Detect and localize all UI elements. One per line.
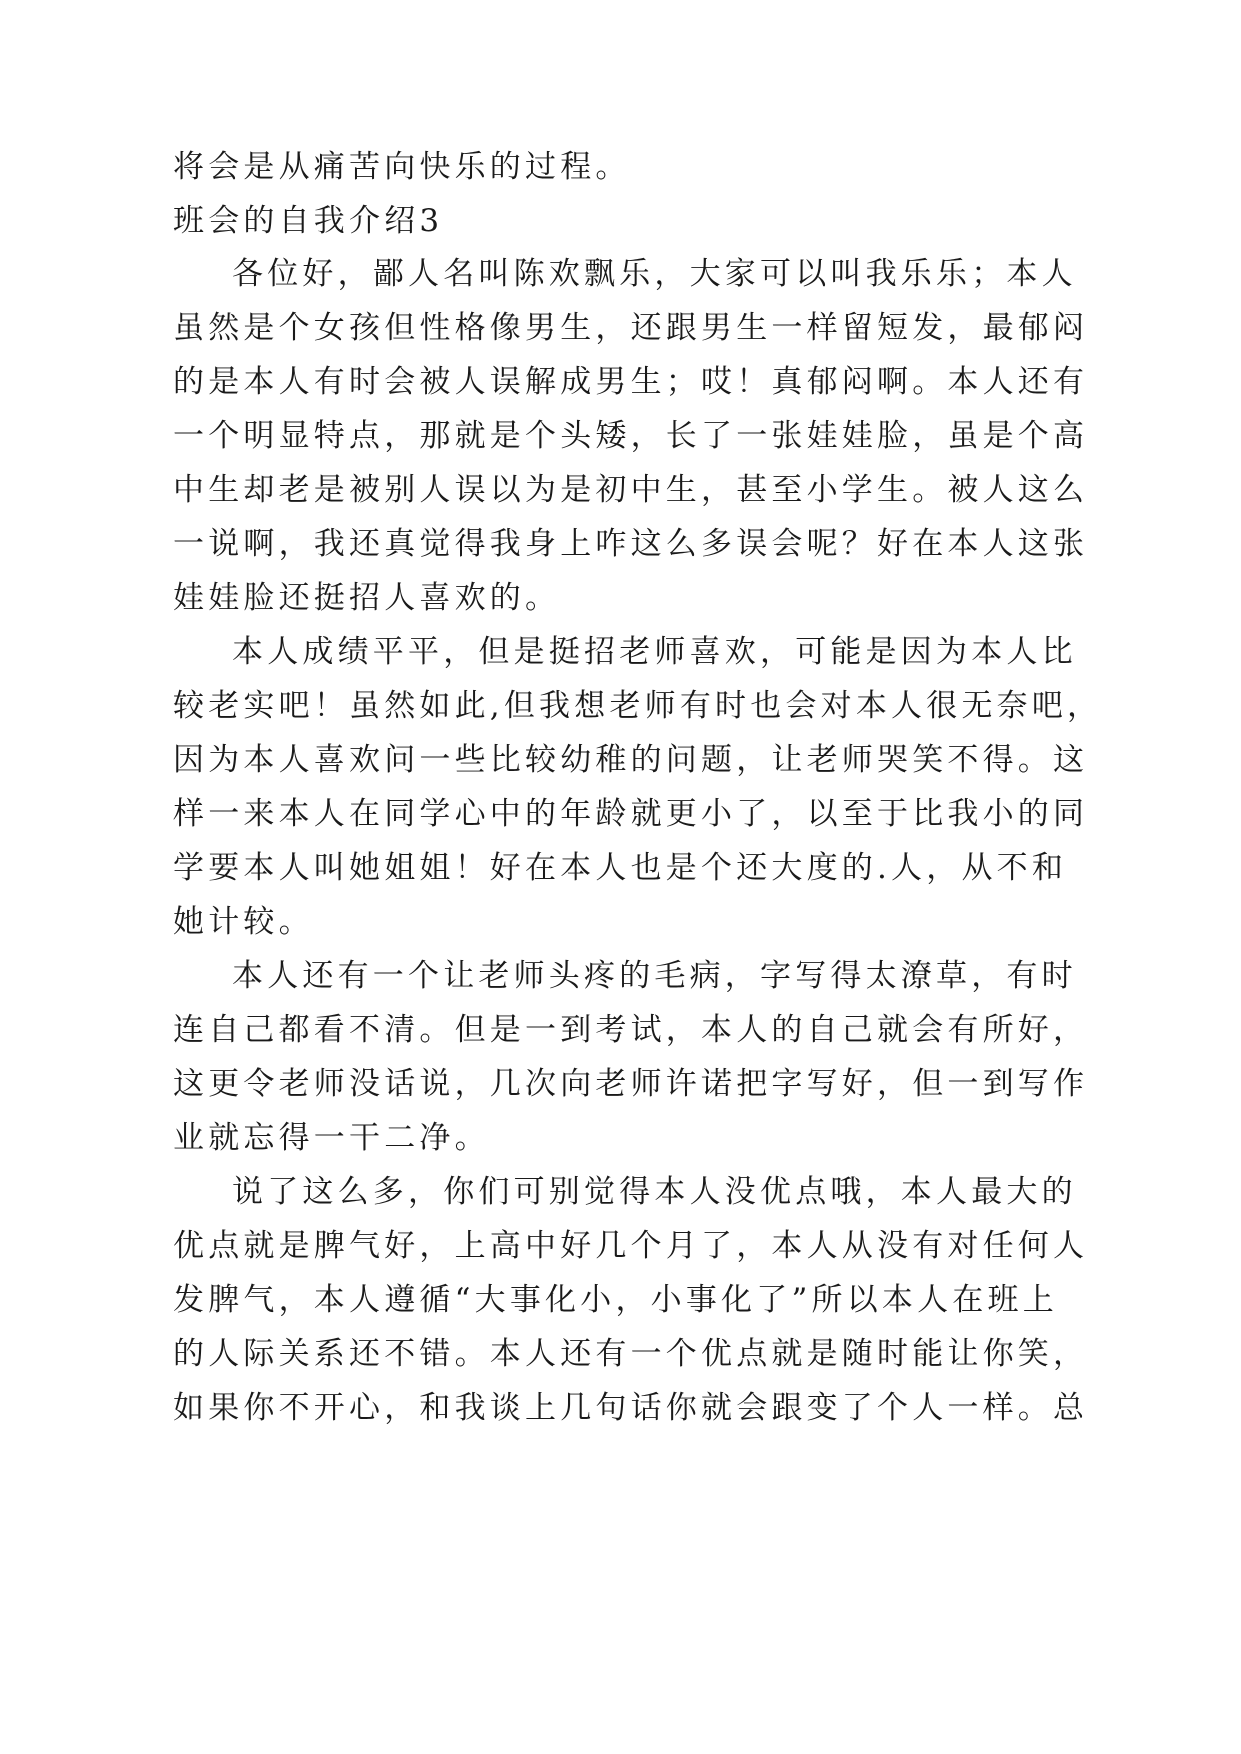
- text-line: 发脾气，本人遵循“大事化小，小事化了”所以本人在班上: [173, 1282, 1058, 1318]
- text-line: 一说啊，我还真觉得我身上咋这么多误会呢？好在本人这张: [173, 526, 1089, 562]
- text-line: 的人际关系还不错。本人还有一个优点就是随时能让你笑，: [173, 1336, 1089, 1372]
- text-line: 业就忘得一干二净。: [173, 1120, 490, 1156]
- text-line: 这更令老师没话说，几次向老师许诺把字写好，但一到写作: [173, 1066, 1089, 1102]
- text-line: 较老实吧！虽然如此,但我想老师有时也会对本人很无奈吧，: [173, 688, 1103, 724]
- text-line: 样一来本人在同学心中的年龄就更小了，以至于比我小的同: [173, 796, 1089, 832]
- text-line: 优点就是脾气好，上高中好几个月了，本人从没有对任何人: [173, 1228, 1089, 1264]
- section-heading: 班会的自我介绍3: [173, 203, 444, 239]
- paragraph-4-line-1: 说了这么多，你们可别觉得本人没优点哦，本人最大的: [232, 1174, 1077, 1210]
- text-line: 她计较。: [173, 904, 314, 940]
- paragraph-1-line-1: 各位好，鄙人名叫陈欢飘乐，大家可以叫我乐乐；本人: [232, 256, 1077, 292]
- text-line: 学要本人叫她姐姐！好在本人也是个还大度的.人，从不和: [173, 850, 1068, 886]
- text-line: 的是本人有时会被人误解成男生；哎！真郁闷啊。本人还有: [173, 364, 1089, 400]
- text-line: 如果你不开心，和我谈上几句话你就会跟变了个人一样。总: [173, 1390, 1089, 1426]
- text-line: 中生却老是被别人误以为是初中生，甚至小学生。被人这么: [173, 472, 1089, 508]
- text-line: 一个明显特点，那就是个头矮，长了一张娃娃脸，虽是个高: [173, 418, 1089, 454]
- paragraph-2-line-1: 本人成绩平平，但是挺招老师喜欢，可能是因为本人比: [232, 634, 1077, 670]
- text-line: 因为本人喜欢问一些比较幼稚的问题，让老师哭笑不得。这: [173, 742, 1089, 778]
- text-line: 将会是从痛苦向快乐的过程。: [173, 149, 631, 185]
- text-line: 连自己都看不清。但是一到考试，本人的自己就会有所好，: [173, 1012, 1089, 1048]
- text-line: 娃娃脸还挺招人喜欢的。: [173, 580, 561, 616]
- text-line: 虽然是个女孩但性格像男生，还跟男生一样留短发，最郁闷: [173, 310, 1089, 346]
- paragraph-3-line-1: 本人还有一个让老师头疼的毛病，字写得太潦草，有时: [232, 958, 1077, 994]
